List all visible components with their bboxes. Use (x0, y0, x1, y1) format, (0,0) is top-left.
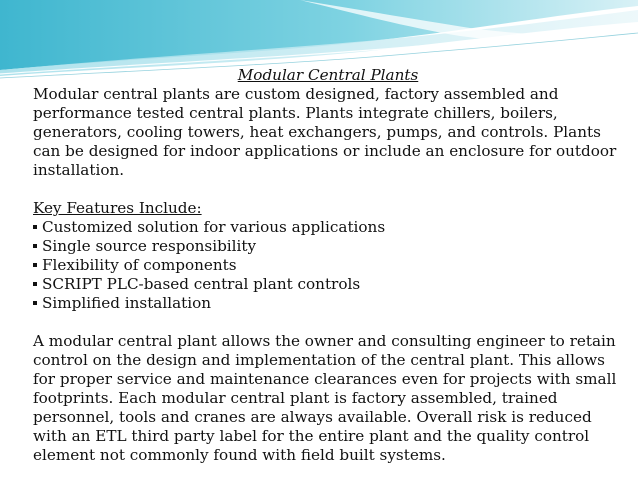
intro-paragraph: Modular central plants are custom designed, factory assembled and performance tested central plants. Plants integrate chillers, boilers, generators, cooling towers, heat exchangers, pumps, and controls. Plants can be designed for indoor applications or include an enclosure for outdoor installation. (33, 85, 617, 179)
feature-text: Single source responsibility (42, 237, 257, 255)
feature-text: Customized solution for various applications (42, 218, 386, 236)
feature-text: Flexibility of components (42, 256, 237, 274)
features-heading: Key Features Include: (33, 199, 202, 217)
features-list (33, 218, 623, 313)
square-bullet-icon (33, 263, 37, 267)
feature-item (33, 275, 623, 294)
square-bullet-icon (33, 225, 37, 229)
paragraph-spacer (33, 180, 623, 199)
feature-text: Simplified installation (42, 294, 212, 312)
square-bullet-icon (33, 244, 37, 248)
feature-item (33, 237, 623, 256)
feature-text: SCRIPT PLC-based central plant controls (42, 275, 361, 293)
paragraph-spacer (33, 313, 623, 332)
square-bullet-icon (33, 282, 37, 286)
feature-item (33, 256, 623, 275)
square-bullet-icon (33, 301, 37, 305)
slide-body (33, 66, 623, 465)
feature-item (33, 294, 623, 313)
slide-title: Modular Central Plants (237, 66, 419, 84)
feature-item (33, 218, 623, 237)
closing-paragraph: A modular central plant allows the owner and consulting engineer to retain control on the design and implementation of the central plant. This allows for proper service and maintenance clearances even for projects with small footprints. Each modular central plant is factory assembled, trained personnel, tools and cranes are always available. Overall risk is reduced with an ETL third party label for the entire plant and the quality control element not commonly found with field built systems. (33, 332, 617, 464)
